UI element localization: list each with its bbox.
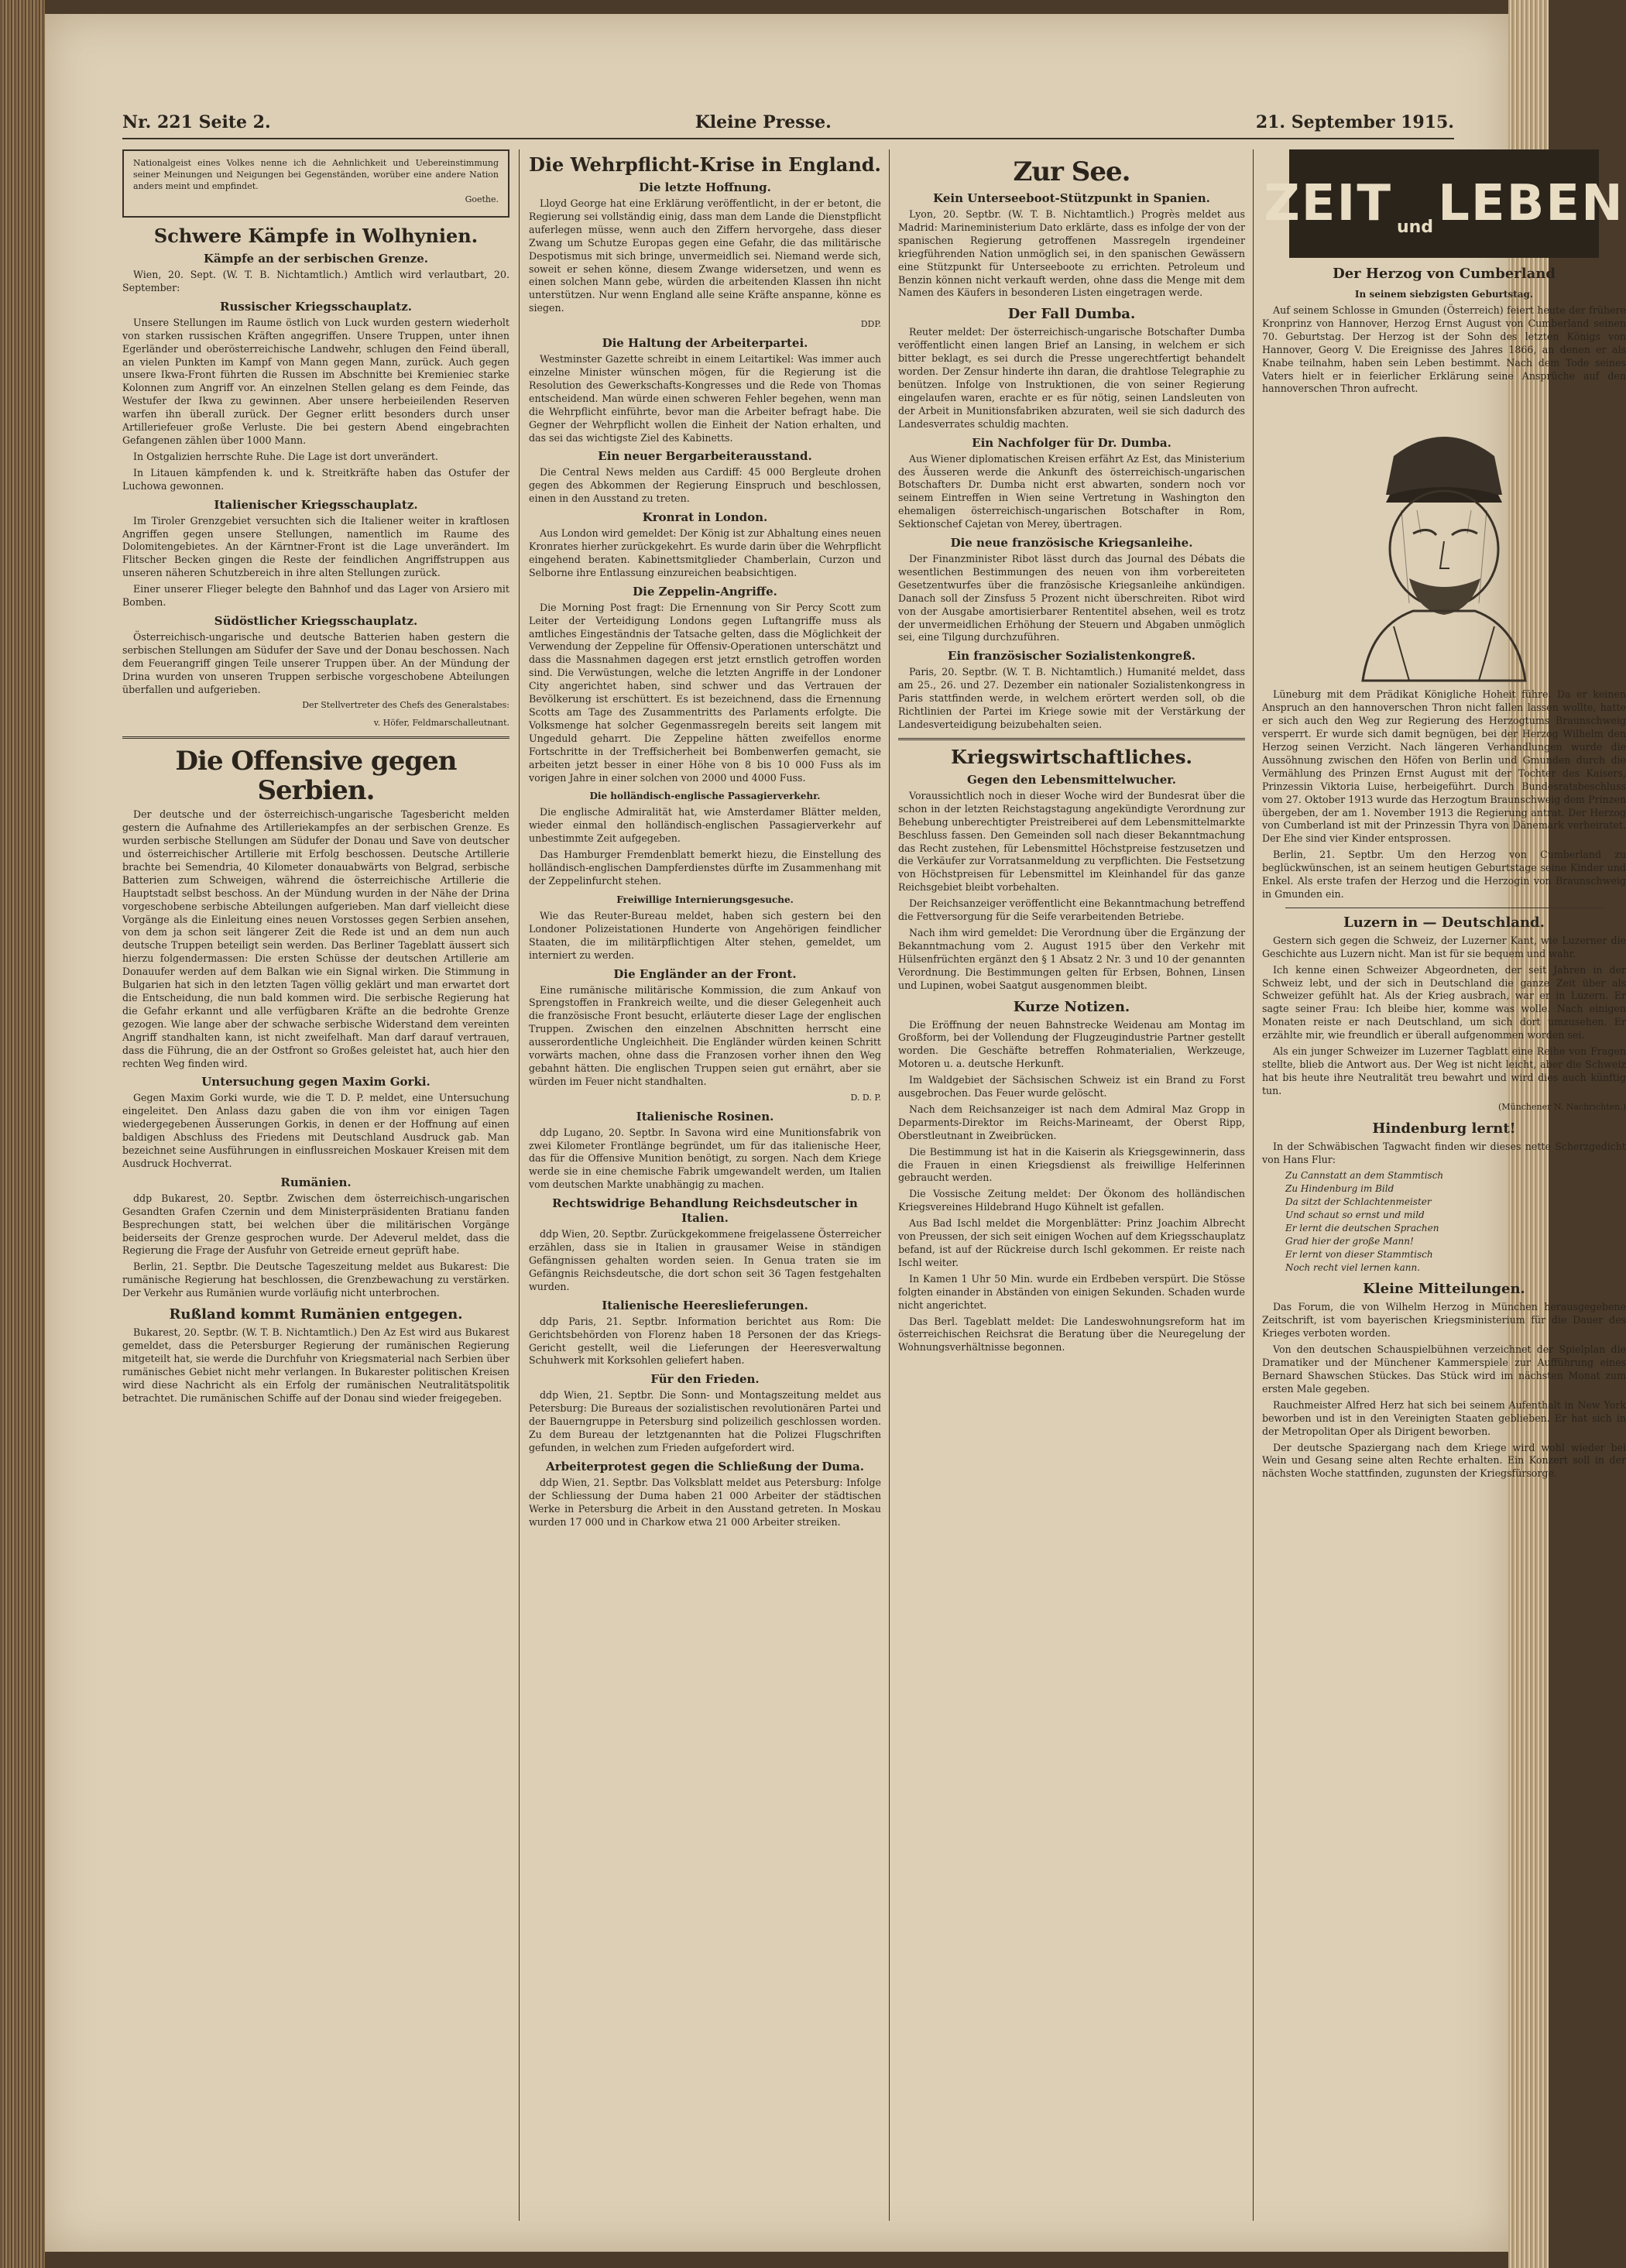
subheadline: In seinem siebzigsten Geburtstag.: [1354, 289, 1534, 300]
paragraph: Als ein junger Schweizer im Luzerner Tagblatt eine Reihe von Fragen stellte, blieb die Antwort aus. Der Weg ist nicht leicht, aber die Schweiz hat bis heute ihre Neutralität treu bewahrt und wird dies auch künftig tun.: [1262, 1045, 1626, 1096]
page-header: [122, 107, 1454, 139]
paragraph: Westminster Gazette schreibt in einem Leitartikel: Was immer auch einzelne Minister wünschen mögen, für die Regierung ist die Resolution des Gewerkschafts-Kongresses und die Rede von Thomas entscheidend. Man würde einen schweren Fehler begehen, wenn man die Wehrpflicht einführte, bevor man die Arbeiter befragt habe. Die Gegner der Wehrpflicht wollen die Einheit der Nation erhalten, und das sei das wichtigste Ziel des Kabinetts.: [529, 353, 881, 444]
paragraph: Eine rumänische militärische Kommission, die zum Ankauf von Sprengstoffen in Frankreich weilte, und die dieser Gelegenheit auch die französische Front besucht, erläuterte dieser Lage der englischen Truppen. Zwischen den einzelnen Abschnitten herrscht eine ausserordentliche Ungleichheit. Die Engländer würden keinen Schritt vorwärts machen, ohne dass die Franzosen vorher ihnen den Weg gebahnt hätten. Die englischen Truppen seien gut ernährt, aber sie würden im Feuer nicht standhalten.: [529, 983, 881, 1087]
paragraph: Aus London wird gemeldet: Der König ist zur Abhaltung eines neuen Kronrates hierher zurückgekehrt. Es wurde darin über die Wehrpflicht eingehend beraten. Kabinettsmitglieder Chamberlain, Curzon und Selborne ihre Entlassung einzureichen beabsichtigen.: [529, 527, 881, 578]
poem-line: Zu Cannstatt an dem Stammtisch: [1285, 1170, 1444, 1182]
section-heading: Arbeiterprotest gegen die Schließung der Duma.: [546, 1459, 864, 1474]
signature: v. Höfer, Feldmarschalleutnant.: [373, 718, 509, 729]
quote-box: [122, 149, 509, 218]
paragraph: Die Morning Post fragt: Die Ernennung von Sir Percy Scott zum Leiter der Verteidigung Londons gegen Luftangriffe muss als amtliches Eingeständnis der Tatsache gelten, dass die Möglichkeit der Verwendung der Zeppeline für Offensiv-Operationen unterschätzt und dass die Massnahmen dagegen erst jetzt ernstlich getroffen worden sind. Die Verwüstungen, welche die letzten Angriffe in der Londoner City angerichtet haben, sind schwer und das Vertrauen der Bevölkerung ist erschüttert. Es ist bezeichnend, dass die Ernennung Scotts am Tage des Zusammentritts des Parlaments erfolgte. Die Volksmenge hat solcher Gegenmassregeln bereits seit langem mit Ungeduld geharrt. Die Zeppeline hätten zweifellos enorme Fortschritte in der Treffsicherheit bei Bombenwerfen gemacht, sie arbeiten jetzt besser in einer Höhe von 8 bis 10 000 Fuss als im vorigen Jahre in einer solchen von 2000 und 4000 Fuss.: [529, 601, 881, 784]
paragraph: ddp Lugano, 20. Septbr. In Savona wird eine Munitionsfabrik von zwei Kilometer Frontlänge begründet, um für das italienische Heer, das für die Offensive Munition benötigt, zu sorgen. Nach dem Kriege werde sie in eine chemische Fabrik umgewandelt werden, um Italien vom deutschen Markte unabhängig zu machen.: [529, 1126, 881, 1191]
poem-line: Und schaut so ernst und mild: [1285, 1209, 1425, 1221]
section-heading: Ein neuer Bergarbeiterausstand.: [598, 449, 812, 464]
newspaper-page: [45, 14, 1626, 2252]
paragraph: Berlin, 21. Septbr. Die Deutsche Tageszeitung meldet aus Bukarest: Die rumänische Regierung hat beschlossen, die Grenzbewachung zu verstärken. Der Verkehr aus Rumänien wurde vorläufig nicht unterbrochen.: [122, 1261, 509, 1299]
poem-line: Da sitzt der Schlachtenmeister: [1285, 1196, 1432, 1208]
section-heading: Südöstlicher Kriegsschauplatz.: [214, 613, 418, 628]
paragraph: Aus Wiener diplomatischen Kreisen erfährt Az Est, das Ministerium des Äusseren werde die Ankunft des österreichisch-ungarischen Botschafters Dr. Dumba nicht erst abwarten, sondern noch vor seinem Eintreffen in Wien seine Vertretung in Washington den ehemaligen österreichisch-ungarischen Botschafter in Rom, Sektionschef Cajetan von Merey, übertragen.: [898, 452, 1245, 530]
headline: Zur See.: [1013, 156, 1130, 187]
section-heading: Die Zeppelin-Angriffe.: [633, 584, 777, 599]
paragraph: ddp Bukarest, 20. Septbr. Zwischen dem österreichisch-ungarischen Gesandten Grafen Czernin und dem Ministerpräsidenten Bratianu fanden Besprechungen statt, bei welchen über die militärischen Vorgänge beiderseits der Grenze gesprochen wurde. Der Adeverul meldet, dass die Regierung die Frage der Ausfuhr von Getreide erneut geprüft habe.: [122, 1192, 509, 1257]
signature: DDP.: [860, 319, 881, 330]
column-1: [122, 149, 509, 2221]
section-heading: Die holländisch-englische Passagierverkehr.: [589, 791, 821, 802]
paragraph: Berlin, 21. Septbr. Um den Herzog von Cumberland zu beglückwünschen, ist an seinem heutigen Geburtstage seine Kinder und Enkel. Als erste trafen der Herzog und die Herzogin von Braunschweig in Gmunden ein.: [1262, 849, 1626, 900]
subheadline: Die letzte Hoffnung.: [639, 180, 771, 194]
paragraph: Unsere Stellungen im Raume östlich von Luck wurden gestern wiederholt von starken russischen Kräften angegriffen. Unsere Truppen, unter ihnen Egerländer und oberösterreichische Landwehr, schlugen den Feind überall, an vielen Punkten im Kampf von Mann gegen Mann, zurück. Auch gegen unsere Ikwa-Front führten die Russen im Abschnitte bei Kremieniec starke Kolonnen zum Angriff vor. An einzelnen Stellen gelang es dem Feinde, das Westufer der Ikwa zu gewinnen. Aber unsere herbeieilenden Reserven warfen ihn überall zurück. Der Gegner erlitt besonders durch unser Artilleriefeuer große Verluste. Die bei gestern Abend eingebrachten Gefangenen zählen über 1000 Mann.: [122, 316, 509, 446]
section-heading: Italienische Heereslieferungen.: [602, 1298, 808, 1312]
paragraph: Einer unserer Flieger belegte den Bahnhof und das Lager von Arsiero mit Bomben.: [122, 583, 509, 609]
paragraph: Das Berl. Tageblatt meldet: Die Landeswohnungsreform hat im österreichischen Reichsrat die Beratung über die Neuregelung der Wohnungsverhältnisse begonnen.: [898, 1315, 1245, 1354]
paragraph: Gestern sich gegen die Schweiz, der Luzerner Kant, wie Luzerner die Geschichte aus Luzern nicht. Man ist für sie bequem und wahr.: [1262, 934, 1626, 959]
column-rule: [889, 149, 890, 2221]
issue-number: Nr. 221 Seite 2.: [122, 112, 271, 132]
column-2: [529, 149, 881, 2221]
headline: Hindenburg lernt!: [1372, 1120, 1516, 1137]
paragraph: Der Reichsanzeiger veröffentlicht eine Bekanntmachung betreffend die Fettversorgung für die Seife verarbeitenden Betriebe.: [898, 897, 1245, 923]
signature: Der Stellvertreter des Chefs des Generalstabes:: [302, 700, 509, 711]
source-credit: (Münchener N. Nachrichten.): [1498, 1101, 1626, 1112]
paragraph: ddp Paris, 21. Septbr. Information berichtet aus Rom: Die Gerichtsbehörden von Florenz haben 18 Personen der das Kriegs-Gericht gestellt, weil die Lieferungen der Heeresverwaltung Schuhwerk mit Korksohlen geliefert haben.: [529, 1315, 881, 1367]
poem-line: Zu Hindenburg im Bild: [1285, 1183, 1394, 1195]
paragraph: Lyon, 20. Septbr. (W. T. B. Nichtamtlich.) Progrès meldet aus Madrid: Marineministerium Dato erklärte, dass es infolge der von der spanischen Regierung getroffenen Massregeln irgendeiner kriegführenden Nation unmöglich sei, in den spanischen Gewässern eine Stützpunkt für Unterseeboote zu errichten. Petroleum und Benzin können nicht verkauft werden, ohne dass die Menge mit dem Namen des Käufers in besonderen Listen eingetragen werde.: [898, 208, 1245, 299]
paragraph: Von den deutschen Schauspielbühnen verzeichnet der Spielplan die Dramatiker und der Münchener Kammerspiele zur Aufführung eines Bernard Shawschen Stückes. Das Stück wird im nächsten Monat zum ersten Male gegeben.: [1262, 1343, 1626, 1395]
book-spine: [0, 0, 45, 2268]
paragraph: Das Hamburger Fremdenblatt bemerkt hiezu, die Einstellung des holländisch-englischen Dampferdienstes dürfte im Zusammenhang mit der Zeppelinfurcht stehen.: [529, 849, 881, 887]
paragraph: Aus Bad Ischl meldet die Morgenblätter: Prinz Joachim Albrecht von Preussen, der sich seit einigen Wochen auf dem Kriegsschauplatz befand, ist auf der Rückreise durch Ischl gekommen. Er reiste nach Ischl weiter.: [898, 1217, 1245, 1268]
section-heading: Rechtswidrige Behandlung Reichsdeutscher in Italien.: [552, 1196, 858, 1226]
headline: Der Herzog von Cumberland: [1333, 266, 1556, 282]
paragraph: ddp Wien, 21. Septbr. Das Volksblatt meldet aus Petersburg: Infolge der Schliessung der Duma haben 21 000 Arbeiter der städtischen Werke in Petersburg die Arbeit in den Ausstand getreten. In Moskau wurden 17 000 und in Charkow etwa 21 000 Arbeiter streiken.: [529, 1476, 881, 1528]
section-heading: Die Engländer an der Front.: [613, 966, 797, 981]
section-heading: Die neue französische Kriegsanleihe.: [950, 536, 1193, 551]
divider: [898, 738, 1245, 740]
column-3: [898, 149, 1245, 2221]
paragraph: Die Central News melden aus Cardiff: 45 000 Bergleute drohen gegen des Abkommen der Regierung Einspruch und beschlossen, einen in den Ausstand zu treten.: [529, 466, 881, 505]
signature: D. D. P.: [850, 1092, 881, 1103]
paragraph: Im Waldgebiet der Sächsischen Schweiz ist ein Brand zu Forst ausgebrochen. Das Feuer wurde gelöscht.: [898, 1074, 1245, 1100]
section-heading: Ein französischer Sozialistenkongreß.: [948, 649, 1195, 664]
paragraph: Lüneburg mit dem Prädikat Königliche Hoheit führe. Da er keinen Anspruch an den hannoverschen Thron nicht fallen lassen wollte, hatte er sich auch den Weg zur Regierung des Herzogtums Braunschweig versperrt. Er wurde sich damit begnügen, bei der Herzog Wilhelm den Herzog seinen Verzicht. Nach längeren Verhandlungen wurde die Aussöhnung zwischen den Höfen von Berlin und Gmunden durch die Vermählung des Prinzen Ernst August mit der Tochter des Kaisers, Prinzessin Viktoria Luise, herbeigeführt. Durch Bundesratsbeschluss vom 27. Oktober 1913 wurde das Herzogtum Braunschweig dem Prinzen übergeben, der am 1. November 1913 die Regierung antrat. Der Herzog von Cumberland ist mit der Prinzessin Thyra von Dänemark verheiratet. Der Ehe sind vier Kinder entsprossen.: [1262, 688, 1626, 845]
paragraph: In Ostgalizien herrschte Ruhe. Die Lage ist dort unverändert.: [133, 450, 438, 462]
paragraph: Voraussichtlich noch in dieser Woche wird der Bundesrat über die schon in der letzten Reichstagstagung angekündigte Verordnung zur Behebung unberechtigter Preistreiberei auf dem Lebensmittelmarkte Beschluss fassen. Den Gemeinden soll nach dieser Bekanntmachung das Recht zustehen, für Lebensmittel Höchstpreise festzusetzen und die Verkäufer zur Vorratsanmeldung zu verpflichten. Die Festsetzung von Höchstpreisen für Lebensmittel im Kleinhandel für das ganze Reichsgebiet bleibt vorbehalten.: [898, 789, 1245, 894]
paragraph: Das Forum, die von Wilhelm Herzog in München herausgegebene Zeitschrift, ist vom bayerischen Kriegsministerium für die Dauer des Krieges verboten worden.: [1262, 1301, 1626, 1340]
logo-word: LEBEN: [1438, 174, 1624, 232]
section-heading: Ein Nachfolger für Dr. Dumba.: [972, 435, 1171, 450]
paragraph: Lloyd George hat eine Erklärung veröffentlicht, in der er betont, die Regierung sei vollständig einig, dass man dem Lande die Dienstpflicht auferlegen müsse, wenn auch den Ziffern hervorgehe, dass dieser Zwang um Schutze Europas gegen eine Gefahr, die das militärische Despotismus mit sich bringe, unvermeidlich sei. Niemand werde sich, soweit er sehen könne, diesem Zwange widersetzen, und wenn es einen solchen Mann gebe, würden die arbeitenden Klassen ihn nicht unterstützen. Nur wenn England alle seine Kräfte anspanne, könne es siegen.: [529, 197, 881, 314]
section-heading: Italienischer Kriegsschauplatz.: [214, 497, 418, 512]
section-heading: Rußland kommt Rumänien entgegen.: [169, 1306, 463, 1323]
headline: Kleine Mitteilungen.: [1363, 1281, 1525, 1298]
section-heading: Rumänien.: [280, 1175, 352, 1189]
paragraph: In Litauen kämpfenden k. und k. Streitkräfte haben das Ostufer der Luchowa gewonnen.: [122, 466, 509, 492]
poem-line: Noch recht viel lernen kann.: [1285, 1262, 1421, 1274]
subheadline: Kämpfe an der serbischen Grenze.: [203, 252, 429, 266]
section-heading: Kronrat in London.: [642, 510, 768, 525]
poem-line: Er lernt die deutschen Sprachen: [1285, 1223, 1439, 1234]
column-4: [1262, 149, 1626, 2221]
quote-text: Nationalgeist eines Volkes nenne ich die Aehnlichkeit und Uebereinstimmung seiner Meinungen und Neigungen bei Gegenständen, worüber eine andere Nation anders meint und empfindet.: [133, 158, 499, 191]
paragraph: Nach ihm wird gemeldet: Die Verordnung über die Ergänzung der Bekanntmachung vom 2. August 1915 über den Verkehr mit Hülsenfrüchten ergänzt den § 1 Absatz 2 Nr. 3 und 10 der genannten Verordnung. Die Bestimmungen gelten für Erbsen, Bohnen, Linsen und Lupinen, wobei Saatgut ausgenommen bleibt.: [898, 926, 1245, 991]
newspaper-title: Kleine Presse.: [695, 112, 832, 132]
section-heading: Untersuchung gegen Maxim Gorki.: [201, 1075, 431, 1089]
poem: [1285, 1169, 1626, 1275]
paragraph: ddp Wien, 20. Septbr. Zurückgekommene freigelassene Österreicher erzählen, dass sie in Italien in grausamer Weise in ständigen Gefängnissen gehalten worden seien. In Genua traten sie im Gefängnis Reichsdeutsche, die dort schon seit 36 Tagen festgehalten wurden.: [529, 1228, 881, 1292]
subheadline: Gegen den Lebensmittelwucher.: [967, 772, 1176, 787]
headline: Die Offensive gegen Serbien.: [175, 746, 457, 807]
paragraph: Reuter meldet: Der österreichisch-ungarische Botschafter Dumba veröffentlicht einen langen Brief an Lansing, in welchem er sich bitter beklagt, es sei durch die Presse ungerechtfertigt behandelt worden. Der Zensur hinderte ihn daran, die drahtlose Telegraphie zu benützen. Infolge von Instruktionen, die von seiner Regierung eingelaufen waren, erachte er es für nötig, seinen Landsleuten von der Arbeit in Munitionsfabriken abzuraten, weil sie sich dadurch des Landesverrates schuldig machten.: [898, 326, 1245, 430]
logo-word: ZEIT: [1264, 174, 1392, 232]
paragraph: Auf seinem Schlosse in Gmunden (Österreich) feiert heute der frühere Kronprinz von Hannover, Herzog Ernst August von Cumberland seinen 70. Geburtstag. Der Herzog ist der Sohn des letzten Königs von Hannover, Georg V. Die Ereignisse des Jahres 1866, an denen er als Knabe teilnahm, haben sein Leben bestimmt. Nach dem Tode seines Vaters hielt er in feierlicher Erklärung seine Ansprüche auf den hannoverschen Thron aufrecht.: [1262, 304, 1626, 395]
section-heading: Italienische Rosinen.: [636, 1109, 774, 1124]
paragraph: Der Finanzminister Ribot lässt durch das Journal des Débats die wesentlichen Bestimmungen des neuen von ihm vorbereiteten Gesetzentwurfes über die französische Kriegsanleihe ankündigen. Danach soll der Zinsfuss 5 Prozent nicht überschreiten. Ribot wird von der Ausgabe amortisierbarer Rententitel absehen, weil es trotz der unvermeidlichen Erhöhung der Steuern und Abgaben unmöglich sei, eine Tilgung durchzuführen.: [898, 553, 1245, 643]
section-heading: Russischer Kriegsschauplatz.: [220, 299, 412, 314]
paragraph: Wien, 20. Sept. (W. T. B. Nichtamtlich.) Amtlich wird verlautbart, 20. September:: [122, 269, 509, 293]
issue-date: 21. September 1915.: [1255, 112, 1454, 132]
logo-word: und: [1396, 218, 1434, 238]
section-heading: Der Fall Dumba.: [1007, 306, 1136, 323]
paragraph: Die englische Admiralität hat, wie Amsterdamer Blätter melden, wieder einmal den holländisch-englischen Passagierverkehr auf unbestimmte Zeit aufgegeben.: [529, 806, 881, 845]
paragraph: In Kamen 1 Uhr 50 Min. wurde ein Erdbeben verspürt. Die Stösse folgten einander in Abständen von einigen Sekunden. Schaden wurde nicht angerichtet.: [898, 1272, 1245, 1311]
headline: Schwere Kämpfe in Wolhynien.: [153, 225, 479, 247]
column-rule: [519, 149, 520, 2221]
section-heading: Kurze Notizen.: [1013, 998, 1130, 1015]
paragraph: Nach dem Reichsanzeiger ist nach dem Admiral Maz Gropp in Deparments-Direktor im Reichs-Marineamt, der Oberst Ripp, Oberstleutnant in Zweibrücken.: [898, 1103, 1245, 1141]
headline: Luzern in — Deutschland.: [1343, 914, 1545, 931]
zeit-und-leben-logo: [1264, 149, 1624, 258]
paragraph: Im Tiroler Grenzgebiet versuchten sich die Italiener weiter in kraftlosen Angriffen gegen unsere Stellungen, namentlich im Raume des Dolomitengebietes. An der Kärntner-Front ist die Lage unverändert. Im Flitscher Becken gingen die Reste der feindlichen Angriffstruppen aus unseren näheren Schutzbereich in ihre alten Stellungen zurück.: [122, 514, 509, 579]
paragraph: Die Eröffnung der neuen Bahnstrecke Weidenau am Montag im Großform, bei der Vollendung der Flugzeugindustrie Partner gestellt worden. Die Geschäfte betreffen Rohmaterialien, Werkzeuge, Motoren u. a. deutsche Herkunft.: [898, 1018, 1245, 1070]
headline: Die Wehrpflicht-Krise in England.: [529, 153, 881, 176]
paragraph: Bukarest, 20. Septbr. (W. T. B. Nichtamtlich.) Den Az Est wird aus Bukarest gemeldet, dass die Petersburger Regierung der rumänischen Regierung mitgeteilt hat, sie werde die Durchfuhr von Kriegsmaterial nach Serbien über rumänisches Gebiet nicht mehr verlangen. In Bukarester politischen Kreisen wird diese Nachricht als ein Erfolg der rumänischen Neutralitätspolitik betrachtet. Die rumänischen Schiffe auf der Donau sind wieder freigegeben.: [122, 1326, 509, 1404]
poem-line: Er lernt von dieser Stammtisch: [1285, 1249, 1433, 1261]
paragraph: Die Bestimmung ist hat in die Kaiserin als Kriegsgewinnerin, dass die Frauen in einen Kriegsdienst als freiwillige Helferinnen gebraucht werden.: [898, 1145, 1245, 1184]
headline: Kriegswirtschaftliches.: [951, 745, 1192, 768]
poem-line: Grad hier der große Mann!: [1285, 1236, 1414, 1247]
portrait-illustration: [1316, 402, 1572, 681]
paragraph: In der Schwäbischen Tagwacht finden wir dieses nette Scherzgedicht von Hans Flur:: [1262, 1140, 1626, 1165]
paragraph: Der deutsche Spaziergang nach dem Kriege wird wohl wieder bei Wein und Gesang seine alten Rechte erhalten. Ein Konzert soll in der nächsten Woche stattfinden, zugunsten der Kriegsfürsorge.: [1262, 1441, 1626, 1480]
paragraph: Österreichisch-ungarische und deutsche Batterien haben gestern die serbischen Stellungen am Südufer der Save und der Donau beschossen. Nach dem Feuerangriff gingen Teile unserer Truppen über. An der Mündung der Drina wurden von unseren Truppen serbische vorgeschobene Abteilungen überfallen und aufgerieben.: [122, 630, 509, 695]
quote-author: Goethe.: [465, 194, 499, 204]
paragraph: Die Vossische Zeitung meldet: Der Ökonom des holländischen Kriegsvereines Hildebrand Hugo Kühnelt ist gefallen.: [898, 1188, 1245, 1213]
subheadline: Kein Unterseeboot-Stützpunkt in Spanien.: [933, 191, 1210, 205]
paragraph: Paris, 20. Septbr. (W. T. B. Nichtamtlich.) Humanité meldet, dass am 25., 26. und 27. Dezember ein nationaler Sozialistenkongress in Paris stattfinden werde, in welchem erörtert werden soll, ob die Richtlinien der Partei im Kriege sowie mit der Verstärkung der Landesverteidigung beizubehalten seien.: [898, 666, 1245, 730]
paragraph: Der deutsche und der österreichisch-ungarische Tagesbericht melden gestern die Aufnahme des Artilleriekampfes an der serbischen Grenze. Es wurden serbische Stellungen am Südufer der Donau und Save von deutscher und österreichischer Artillerie mit Erfolg beschossen. Deutsche Artillerie brachte bei Semendria, 40 Kilometer donauabwärts von Belgrad, serbische Batterien zum Schweigen, während die österreichische Artillerie die Hauptstadt selbst beschoss. An der Mündung wurden in der Nähe der Drina vorgeschobene serbische Abteilungen aufgerieben. Man darf vielleicht diese Vorgänge als die Einleitung eines neuen Vorstosses gegen Serbien ansehen, von dem ja schon seit längerer Zeit die Rede ist und an dem nun auch deutsche Truppen beteiligt sein werden. Das Berliner Tageblatt äussert sich hierzu folgendermassen: Die ersten Schüsse der deutschen Artillerie am Donauufer werden auf dem Balkan wie ein Signal wirken. Die Stimmung in Bulgarien hat sich in den letzten Tagen völlig geklärt und man erwartet dort die Entscheidung, die nun bald kommen wird. Die serbische Regierung hat die Gefahr erkannt und alle verfügbaren Kräfte an die bedrohte Grenze gezogen. Wie lange aber der schwache serbische Widerstand dem vereinten Angriff standhalten kann, ist nicht zweifelhaft. Man darf darauf vertrauen, dass die Führung, die an der Ostfront so Großes geleistet hat, auch hier den rechten Weg finden wird.: [122, 808, 509, 1069]
section-heading: Die Haltung der Arbeiterpartei.: [602, 336, 808, 351]
paragraph: ddp Wien, 21. Septbr. Die Sonn- und Montagszeitung meldet aus Petersburg: Die Bureaus der sozialistischen revolutionären Partei und der Bauerngruppe in Petersburg sind polizeilich geschlossen worden. Zu dem Bureau der letztgenannten hat die Polizei Flugschriften gefunden, in welchen zum Frieden aufgefordert wird.: [529, 1389, 881, 1453]
section-heading: Freiwillige Internierungsgesuche.: [616, 894, 794, 905]
divider: [122, 736, 509, 739]
section-heading: Für den Frieden.: [650, 1372, 760, 1387]
paragraph: Gegen Maxim Gorki wurde, wie die T. D. P. meldet, eine Untersuchung eingeleitet. Den Anlass dazu gaben die von ihm vor einigen Tagen wiedergegebenen Äusserungen Gorkis, in denen er der Hoffnung auf einen baldigen Abschluss des Friedens mit Deutschland Ausdruck gab. Man bezeichnet seine Ausführungen in einflussreichen Moskauer Kreisen mit dem Ausdruck Hochverrat.: [122, 1092, 509, 1169]
paragraph: Rauchmeister Alfred Herz hat sich bei seinem Aufenthalt in New York beworben und ist in den Vereinigten Staaten geblieben. Er hat sich in der Metropolitan Oper als Dirigent beworben.: [1262, 1398, 1626, 1437]
column-rule: [1253, 149, 1254, 2221]
paragraph: Ich kenne einen Schweizer Abgeordneten, der seit Jahren in der Schweiz lebt, und der sich in Deutschland die ganze Zeit über als Schweizer gefühlt hat. Als der Krieg ausbrach, war er in Luzern. Er sagte seiner Frau: Ich bleibe hier, komme was wolle. Nach einigen Monaten reiste er nach Deutschland, um sich dort umzusehen. Er erzählte mir, wie freundlich er überall aufgenommen worden sei.: [1262, 963, 1626, 1041]
paragraph: Wie das Reuter-Bureau meldet, haben sich gestern bei den Londoner Polizeistationen Hunderte von Angehörigen feindlicher Staaten, die im militärpflichtigen Alter stehen, gemeldet, um interniert zu werden.: [529, 909, 881, 961]
